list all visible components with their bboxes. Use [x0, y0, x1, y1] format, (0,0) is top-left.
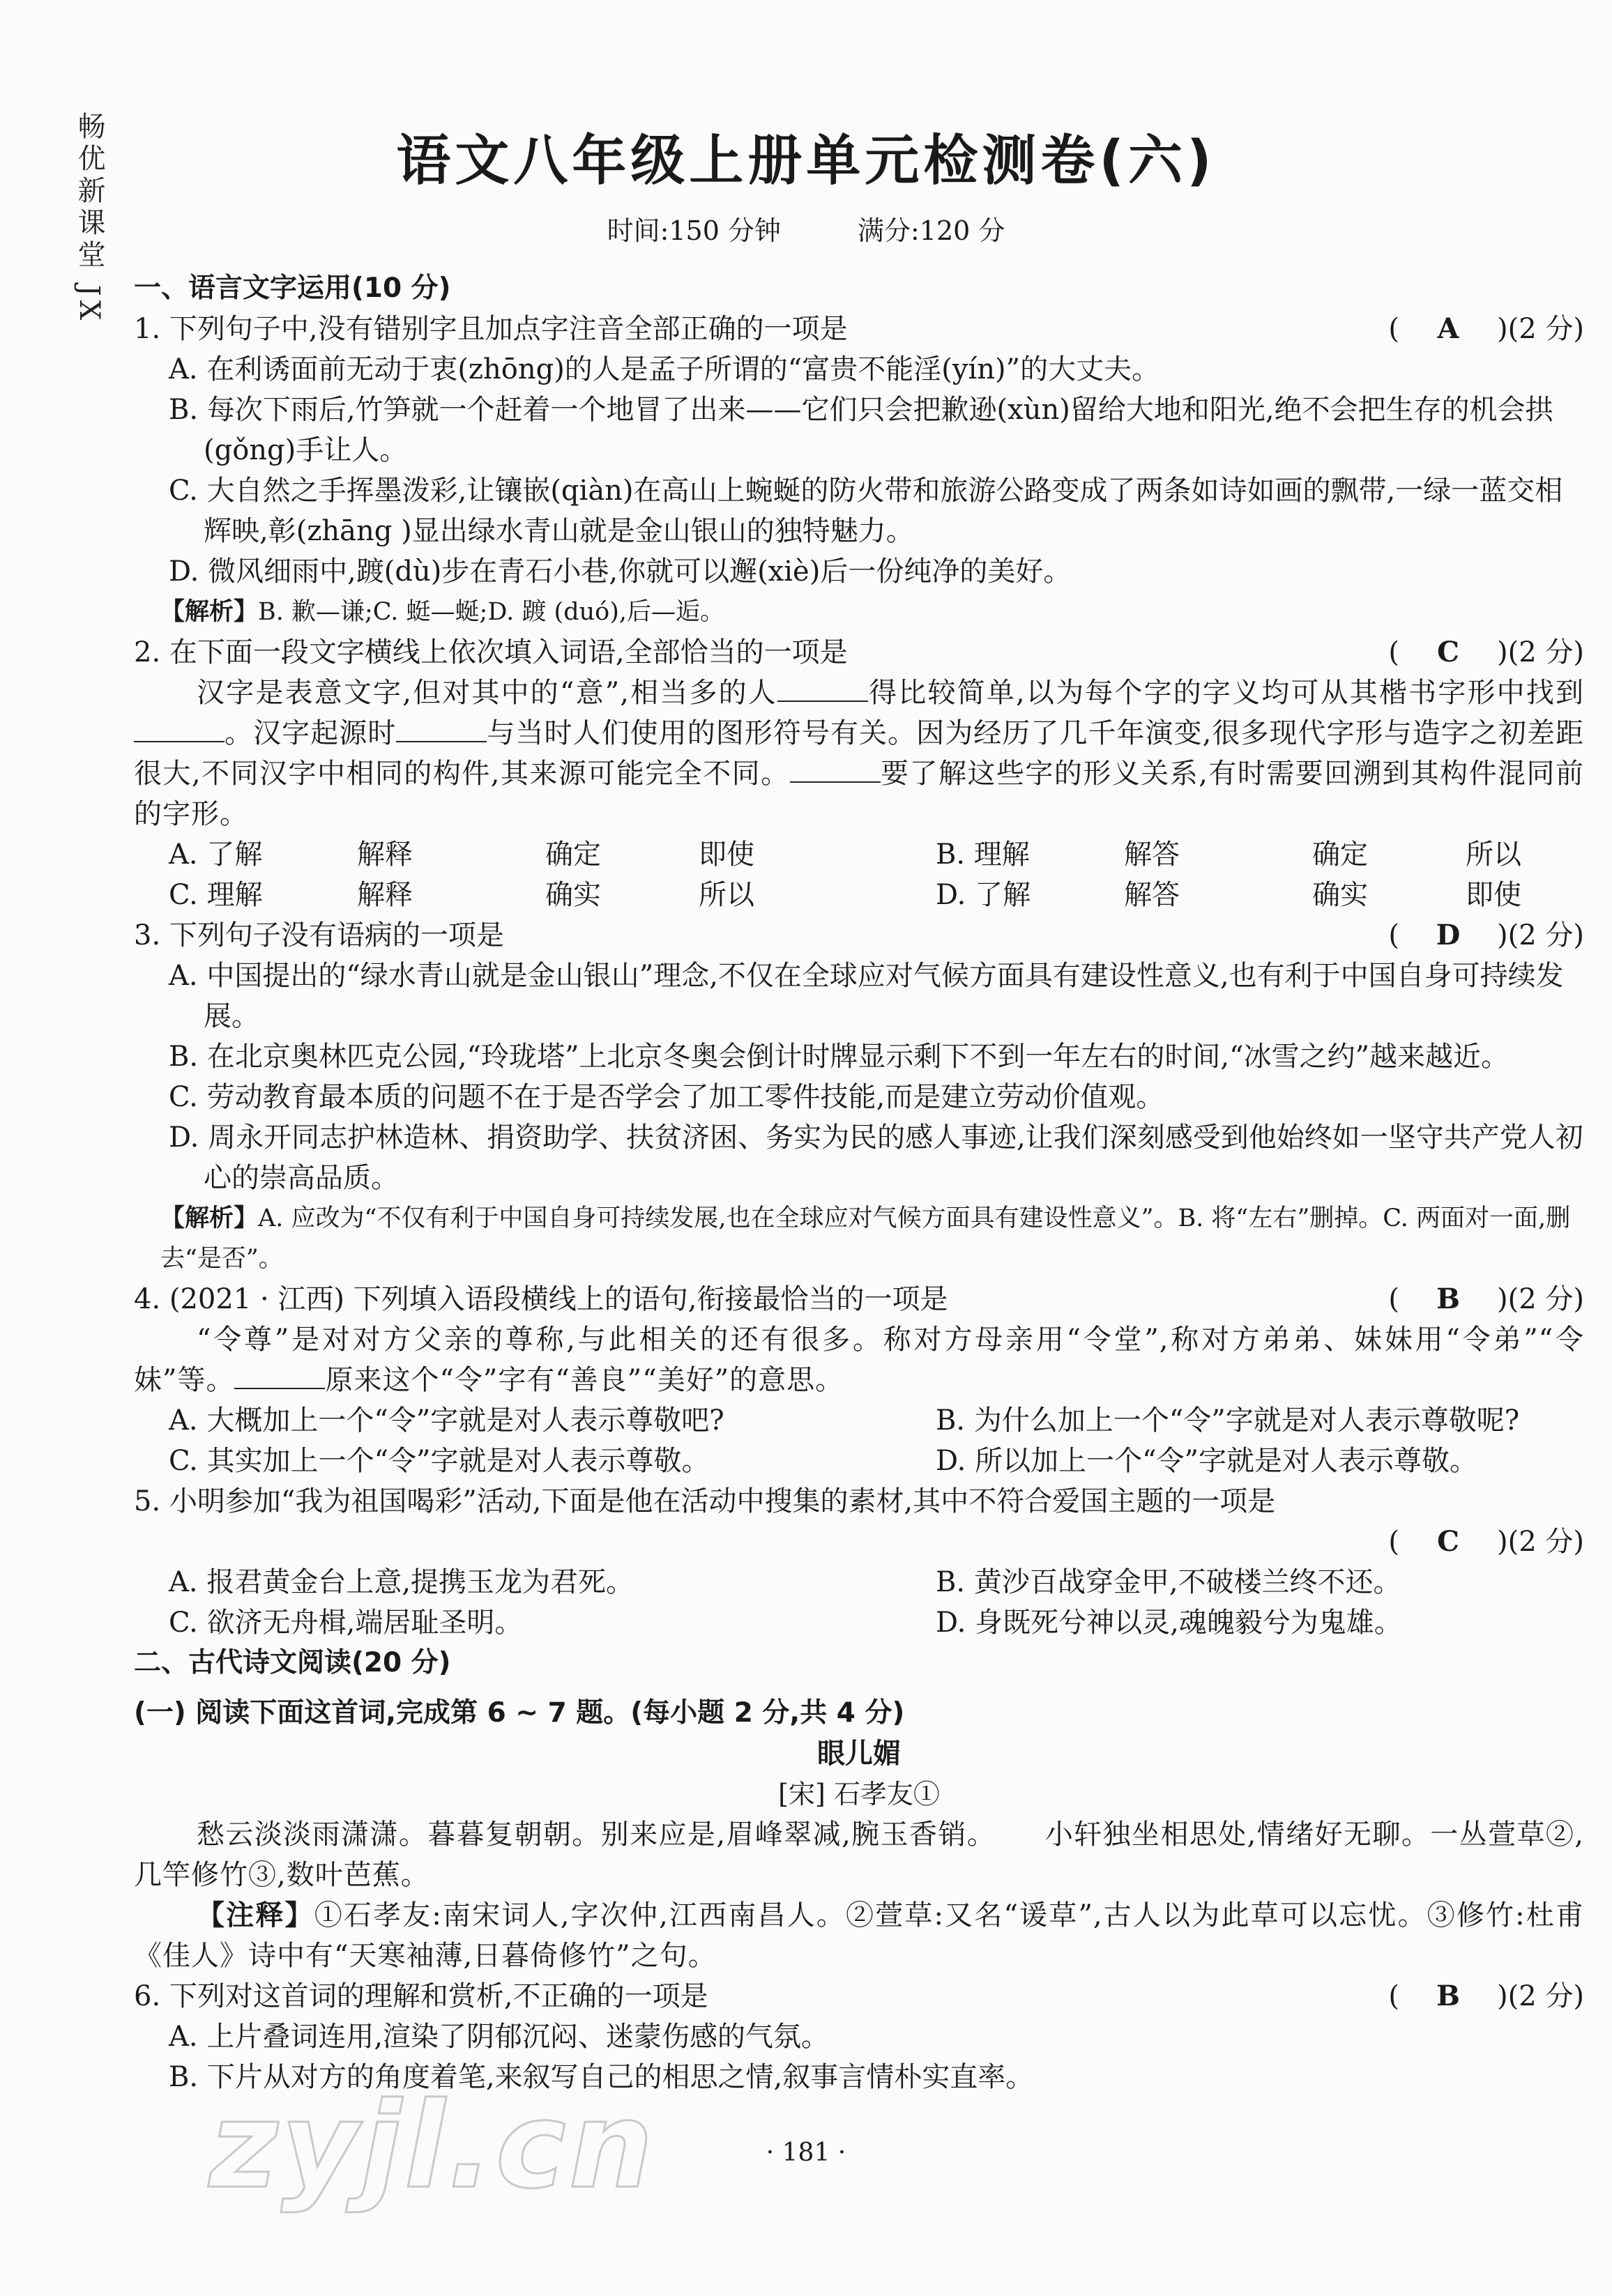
blank-line — [790, 760, 881, 783]
question-3 — [134, 915, 1584, 956]
page-number: · 181 · — [766, 2138, 846, 2167]
answer-box: ( B )(2 分) — [1388, 1279, 1584, 1319]
answer-letter: B — [1436, 1283, 1460, 1315]
exam-score: 满分:120 分 — [858, 215, 1005, 246]
analysis: 【解析】B. 歉—谦;C. 蜓—蜒;D. 踱 (duó),后—逅。 — [160, 598, 724, 626]
blank-line — [134, 720, 225, 742]
question-6 — [134, 1976, 1584, 2016]
answer-box: ( C )(2 分) — [1388, 632, 1584, 673]
option: C. 大自然之手挥墨泼彩,让镶嵌(qiàn)在高山上蜿蜒的防火带和旅游公路变成了两条如诗如画的飘带,一绿一蓝交相辉映,彰(zhāng )显出绿水青山就是金山银山的独特魅力。 — [169, 475, 1563, 547]
option: A. 上片叠词连用,渲染了阴郁沉闷、迷蒙伤感的气氛。 — [169, 2021, 830, 2053]
option: A. 在利诱面前无动于衷(zhōng)的人是孟子所谓的“富贵不能淫(yín)”的大丈夫。 — [169, 353, 1160, 385]
option: D. 周永开同志护林造林、捐资助学、扶贫济困、务实为民的感人事迹,让我们深刻感受到他始终如一坚守共产党人初心的崇高品质。 — [169, 1122, 1583, 1194]
options-grid: A. 大概加上一个“令”字就是对人表示尊敬吧? B. 为什么加上一个“令”字就是对人表示尊敬呢? C. 其实加上一个“令”字就是对人表示尊敬。 D. 所以加上一个“令”字就是对人表示尊敬。 — [169, 1405, 1520, 1477]
question-2 — [134, 632, 1584, 673]
question-1 — [134, 309, 1584, 349]
passage: “令尊”是对对方父亲的尊称,与此相关的还有很多。称对方母亲用“令堂”,称对方弟弟、妹妹用“令弟”“令妹”等。 原来这个“令”字有“善良”“美好”的意思。 — [134, 1324, 1584, 1396]
watermark-logo: zyjl.cn — [209, 2077, 656, 2215]
options-grid: A. 了解 解释 确定 即使 B. 理解 解答 确定 所以 C. 理解 解释 确实 所以 D. 了解 解答 确实 即使 — [169, 839, 1521, 911]
question-stem: 4. (2021 · 江西) 下列填入语段横线上的语句,衔接最恰当的一项是 — [134, 1283, 948, 1315]
poem-title: 眼儿媚 — [817, 1738, 901, 1770]
answer-box: ( D )(2 分) — [1388, 915, 1584, 956]
answer-letter: B — [1436, 1980, 1460, 2012]
option: D. 微风细雨中,踱(dù)步在青石小巷,你就可以邂(xiè)后一份纯净的美好。 — [169, 556, 1072, 588]
page-title: 语文八年级上册单元检测卷(六) — [396, 130, 1216, 192]
options-grid: A. 报君黄金台上意,提携玉龙为君死。 B. 黄沙百战穿金甲,不破楼兰终不还。 C. 欲济无舟楫,端居耻圣明。 D. 身既死兮神以灵,魂魄毅兮为鬼雄。 — [169, 1566, 1402, 1639]
blank-line — [777, 680, 868, 702]
poem-notes: 【注释】①石孝友:南宋词人,字次仲,江西南昌人。②萱草:又名“谖草”,古人以为此草可以忘忧。③修竹:杜甫《佳人》诗中有“天寒袖薄,日暮倚修竹”之句。 — [134, 1899, 1584, 1972]
section-heading: 一、语言文字运用(10 分) — [134, 273, 451, 304]
blank-line — [234, 1367, 325, 1389]
answer-letter: D — [1436, 919, 1461, 951]
question-stem: 3. 下列句子没有语病的一项是 — [134, 919, 504, 951]
analysis: 【解析】A. 应改为“不仅有利于中国自身可持续发展,也在全球应对气候方面具有建设性意义”。B. 将“左右”删掉。C. 两面对一面,删去“是否”。 — [160, 1204, 1571, 1273]
poem-text: 愁云淡淡雨潇潇。暮暮复朝朝。别来应是,眉峰翠减,腕玉香销。 小轩独坐相思处,情绪好无聊。一丛萱草②,几竿修竹③,数叶芭蕉。 — [134, 1819, 1584, 1891]
exam-meta — [0, 209, 1612, 247]
answer-letter: A — [1437, 312, 1459, 345]
question-4 — [134, 1279, 1584, 1319]
answer-box: ( B )(2 分) — [1388, 1976, 1584, 2016]
answer-letter: C — [1437, 636, 1459, 668]
option: B. 每次下雨后,竹笋就一个赶着一个地冒了出来——它们只会把歉逊(xùn)留给大地和阳光,绝不会把生存的机会拱(gǒng)手让人。 — [169, 394, 1553, 466]
question-stem: 1. 下列句子中,没有错别字且加点字注音全部正确的一项是 — [134, 313, 848, 345]
side-label: 畅优新课堂 JX — [73, 112, 105, 325]
section-heading: 二、古代诗文阅读(20 分) — [134, 1647, 451, 1678]
passage: 汉字是表意文字,但对其中的“意”,相当多的人 得比较简单,以为每个字的字义均可从其楷书字形中找到。汉字起源时 与当时人们使用的图形符号有关。因为经历了几千年演变,很多现代字形与造字之初差距很大,不同汉字中相同的构件,其来源可能完全不同。 要了解这些字的形义关系,有时需要回溯到其构件混同前的字形。 — [134, 677, 1585, 830]
question-stem: 2. 在下面一段文字横线上依次填入词语,全部恰当的一项是 — [134, 636, 848, 668]
option: C. 劳动教育最本质的问题不在于是否学会了加工零件技能,而是建立劳动价值观。 — [169, 1081, 1164, 1113]
exam-time: 时间:150 分钟 — [607, 215, 781, 246]
option: B. 下片从对方的角度着笔,来叙写自己的相思之情,叙事言情朴实直率。 — [169, 2061, 1034, 2093]
blank-line — [396, 720, 487, 742]
answer-box: ( C )(2 分) — [134, 1522, 1584, 1562]
poem-author: [宋] 石孝友① — [778, 1779, 940, 1809]
option: B. 在北京奥林匹克公园,“玲珑塔”上北京冬奥会倒计时牌显示剩下不到一年左右的时间,“冰雪之约”越来越近。 — [169, 1041, 1510, 1073]
question-5: 5. 小明参加“我为祖国喝彩”活动,下面是他在活动中搜集的素材,其中不符合爱国主题的一项是 — [134, 1485, 1276, 1517]
answer-letter: C — [1437, 1525, 1459, 1558]
subsection-heading: (一) 阅读下面这首词,完成第 6 ~ 7 题。(每小题 2 分,共 4 分) — [134, 1697, 905, 1729]
option: A. 中国提出的“绿水青山就是金山银山”理念,不仅在全球应对气候方面具有建设性意义,也有利于中国自身可持续发展。 — [169, 960, 1564, 1032]
question-stem: 6. 下列对这首词的理解和赏析,不正确的一项是 — [134, 1980, 708, 2012]
answer-box: ( A )(2 分) — [1388, 309, 1584, 349]
exam-body — [134, 268, 1584, 2097]
